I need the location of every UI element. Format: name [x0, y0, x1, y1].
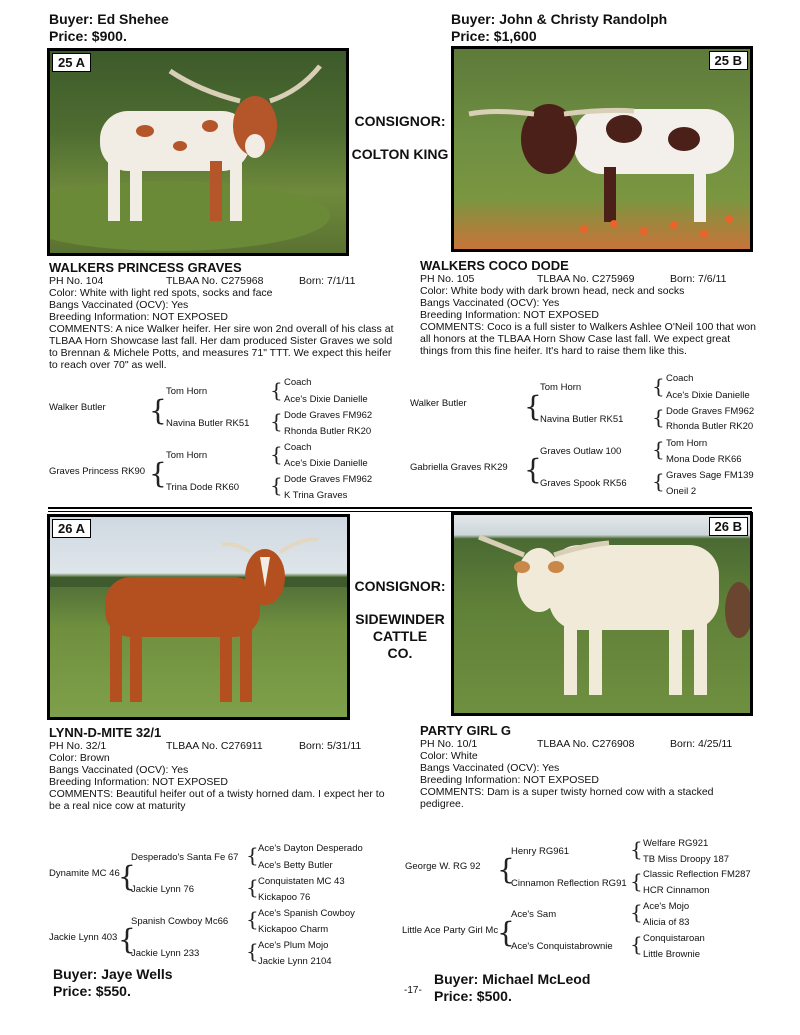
lot-tag: 26 B [709, 517, 748, 536]
pedigree-entry: Ace's Dixie Danielle [284, 394, 368, 405]
pedigree-entry: K Trina Graves [284, 490, 348, 501]
pedigree-entry: Welfare RG921 [643, 838, 709, 849]
bangs-text: Bangs Vaccinated (OCV): Yes [49, 299, 189, 311]
consignor-name-line2: CATTLE [372, 628, 428, 644]
lot-info-26b [420, 723, 760, 810]
ph-number: PH No. 32/1 [49, 740, 107, 752]
breeding-text: Breeding Information: NOT EXPOSED [420, 774, 599, 786]
buyer-name: Buyer: John & Christy Randolph [451, 11, 668, 27]
born-date: Born: 7/1/11 [299, 275, 356, 287]
buyer-26a [53, 966, 173, 1000]
lot-tag: 25 B [709, 51, 748, 70]
pedigree-entry: Conquistaroan [643, 933, 705, 944]
pedigree-entry: Jackie Lynn 76 [131, 884, 195, 895]
pedigree-dam: Little Ace Party Girl Mc [402, 925, 499, 936]
pedigree-entry: Ace's Mojo [643, 901, 690, 912]
comments-text: COMMENTS: Coco is a full sister to Walkers Ashlee O'Neil 100 that won all honors at the TLBAA Horn Show Case last fall. We expect great things from this fine heifer. It's hard to raise them like this. [420, 321, 756, 357]
page-number: -17- [404, 985, 422, 996]
lot-info-25b [420, 258, 760, 357]
breeding-text: Breeding Information: NOT EXPOSED [420, 309, 599, 321]
pedigree-dam: Graves Princess RK90 [49, 466, 146, 477]
color-text: Color: Brown [49, 752, 110, 764]
pedigree-entry: Tom Horn [666, 438, 708, 449]
pedigree-entry: Ace's Dayton Desperado [258, 843, 363, 854]
pedigree-entry: Desperado's Santa Fe 67 [131, 852, 239, 863]
pedigree-entry: Mona Dode RK66 [666, 454, 742, 465]
buyer-name: Buyer: Ed Shehee [49, 11, 169, 27]
tlbaa-number: TLBAA No. C276911 [166, 740, 263, 752]
cow-illustration [50, 51, 346, 253]
pedigree-sire: George W. RG 92 [405, 861, 481, 872]
cow-illustration [454, 49, 750, 249]
animal-name: PARTY GIRL G [420, 723, 512, 738]
consignor-label: CONSIGNOR: [354, 113, 446, 129]
buyer-26b [434, 971, 590, 1005]
tlbaa-number: TLBAA No. C276908 [537, 738, 635, 750]
pedigree-entry: Ace's Dixie Danielle [284, 458, 368, 469]
bangs-text: Bangs Vaccinated (OCV): Yes [420, 297, 560, 309]
ph-number: PH No. 10/1 [420, 738, 478, 750]
pedigree-entry: Classic Reflection FM287 [643, 869, 751, 880]
buyer-name: Buyer: Jaye Wells [53, 966, 173, 982]
comments-text: COMMENTS: Dam is a super twisty horned cow with a stacked pedigree. [420, 786, 714, 810]
pedigree-sire: Dynamite MC 46 [49, 868, 120, 879]
buyer-price: Price: $1,600 [451, 28, 537, 44]
consignor-name-line1: SIDEWINDER [355, 611, 445, 627]
consignor-label: CONSIGNOR: [354, 578, 446, 594]
pedigree-dam: Gabriella Graves RK29 [410, 462, 508, 473]
born-date: Born: 5/31/11 [299, 740, 362, 752]
buyer-price: Price: $500. [434, 988, 512, 1004]
pedigree-entry: Ace's Conquistabrownie [511, 941, 613, 952]
buyer-25a [49, 11, 169, 45]
pedigree-entry: Graves Outlaw 100 [540, 446, 622, 457]
animal-name: LYNN-D-MITE 32/1 [49, 725, 162, 740]
pedigree-entry: Conquistaten MC 43 [258, 876, 345, 887]
tlbaa-number: TLBAA No. C275969 [537, 273, 635, 285]
pedigree-entry: Ace's Dixie Danielle [666, 390, 750, 401]
lot-tag: 26 A [52, 519, 91, 538]
ph-number: PH No. 105 [420, 273, 475, 285]
comments-text: COMMENTS: A nice Walker heifer. Her sire won 2nd overall of his class at TLBAA Horn Showcase last fall. Her dam produced Sister Graves we sold to Brennan & Michele Potts, and measures 71" TTT. We expect this heifer to reach over 70" as well. [49, 323, 394, 371]
consignor-name: COLTON KING [351, 146, 449, 162]
pedigree-entry: HCR Cinnamon [643, 885, 710, 896]
pedigree-entry: Jackie Lynn 233 [131, 948, 200, 959]
pedigree-entry: Tom Horn [166, 450, 208, 461]
buyer-25b [451, 11, 667, 45]
cattle-photo-26b [451, 512, 753, 716]
buyer-price: Price: $550. [53, 983, 131, 999]
pedigree-entry: Graves Spook RK56 [540, 478, 627, 489]
animal-name: WALKERS PRINCESS GRAVES [49, 260, 242, 275]
ph-number: PH No. 104 [49, 275, 104, 287]
cow-illustration [50, 517, 347, 717]
born-date: Born: 4/25/11 [670, 738, 733, 750]
pedigree-entry: Coach [666, 373, 694, 384]
lot-info-25a [49, 260, 394, 371]
pedigree-entry: Coach [284, 442, 312, 453]
pedigree-entry: Ace's Spanish Cowboy [258, 908, 355, 919]
consignor-name-line3: CO. [387, 645, 413, 661]
pedigree-dam: Jackie Lynn 403 [49, 932, 118, 943]
pedigree-entry: Graves Sage FM139 [666, 470, 754, 481]
breeding-text: Breeding Information: NOT EXPOSED [49, 776, 228, 788]
pedigree-entry: Oneil 2 [666, 486, 697, 497]
cow-illustration [454, 515, 750, 713]
pedigree-entry: Little Brownie [643, 949, 701, 960]
pedigree-entry: Ace's Betty Butler [258, 860, 333, 871]
lot-info-26a [49, 725, 394, 812]
pedigree-entry: Navina Butler RK51 [166, 418, 250, 429]
buyer-price: Price: $900. [49, 28, 127, 44]
pedigree-entry: Dode Graves FM962 [284, 474, 373, 485]
tlbaa-number: TLBAA No. C275968 [166, 275, 264, 287]
pedigree-entry: Dode Graves FM962 [666, 406, 755, 417]
pedigree-entry: Ace's Plum Mojo [258, 940, 329, 951]
section-divider [48, 507, 752, 509]
pedigree-entry: Cinnamon Reflection RG91 [511, 878, 627, 889]
pedigree-entry: Spanish Cowboy Mc66 [131, 916, 229, 927]
pedigree-entry: Jackie Lynn 2104 [258, 956, 332, 967]
color-text: Color: White with light red spots, socks and face [49, 287, 273, 299]
bangs-text: Bangs Vaccinated (OCV): Yes [420, 762, 560, 774]
pedigree-entry: Rhonda Butler RK20 [666, 421, 754, 432]
breeding-text: Breeding Information: NOT EXPOSED [49, 311, 228, 323]
pedigree-entry: Henry RG961 [511, 846, 570, 857]
pedigree-entry: Trina Dode RK60 [166, 482, 240, 493]
bangs-text: Bangs Vaccinated (OCV): Yes [49, 764, 189, 776]
pedigree-entry: Tom Horn [166, 386, 208, 397]
consignor-block [345, 113, 455, 163]
animal-name: WALKERS COCO DODE [420, 258, 569, 273]
cattle-photo-25b [451, 46, 753, 252]
pedigree-entry: Coach [284, 377, 312, 388]
pedigree-entry: Rhonda Butler RK20 [284, 426, 372, 437]
pedigree-entry: Kickapoo Charm [258, 924, 329, 935]
pedigree-entry: Navina Butler RK51 [540, 414, 624, 425]
cattle-photo-25a [47, 48, 349, 256]
pedigree-entry: TB Miss Droopy 187 [643, 854, 730, 865]
pedigree-sire: Walker Butler [49, 402, 106, 413]
comments-text: COMMENTS: Beautiful heifer out of a twisty horned dam. I expect her to be a real nice cow at maturity [49, 788, 385, 812]
color-text: Color: White [420, 750, 478, 762]
pedigree-entry: Tom Horn [540, 382, 582, 393]
pedigree-entry: Kickapoo 76 [258, 892, 311, 903]
pedigree-sire: Walker Butler [410, 398, 467, 409]
pedigree-entry: Alicia of 83 [643, 917, 690, 928]
lot-tag: 25 A [52, 53, 91, 72]
born-date: Born: 7/6/11 [670, 273, 727, 285]
buyer-name: Buyer: Michael McLeod [434, 971, 591, 987]
color-text: Color: White body with dark brown head, neck and socks [420, 285, 685, 297]
pedigree-entry: Ace's Sam [511, 909, 557, 920]
cattle-photo-26a [47, 514, 350, 720]
consignor-block [345, 578, 455, 662]
pedigree-entry: Dode Graves FM962 [284, 410, 373, 421]
